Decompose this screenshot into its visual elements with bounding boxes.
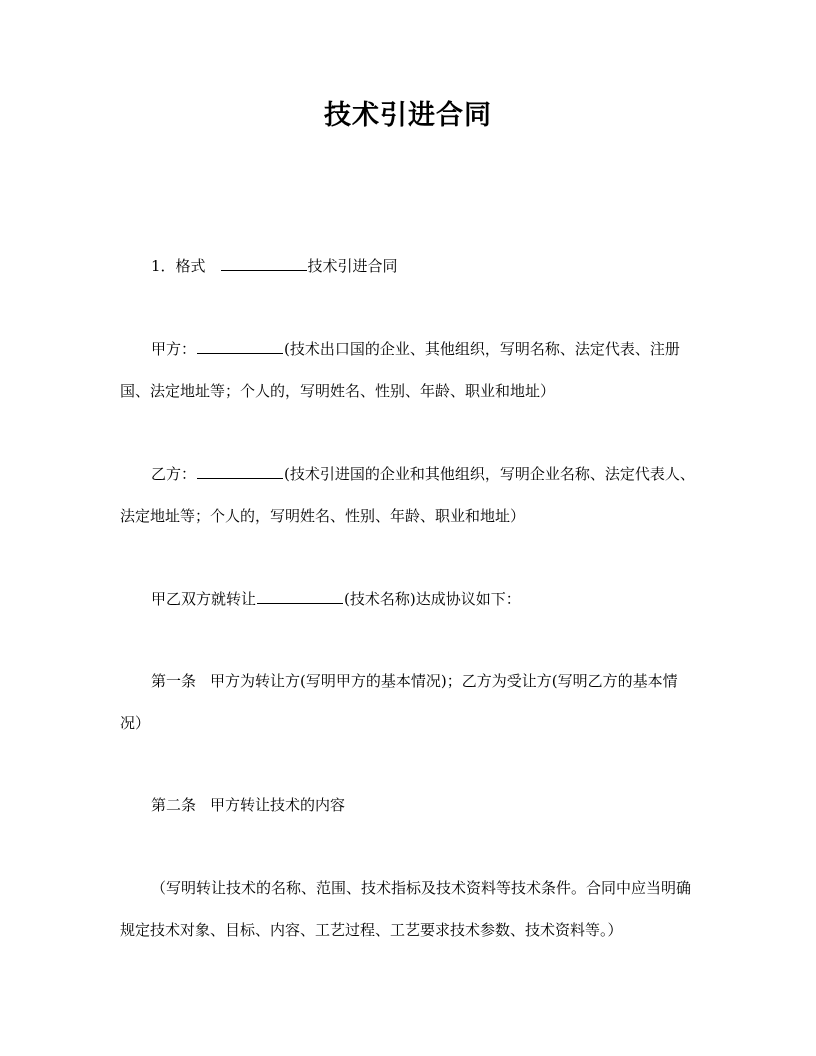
- party-a-paragraph: [120, 328, 700, 412]
- party-a-label: 甲方：: [151, 340, 197, 358]
- article-2-text: 甲方转让技术的内容: [210, 796, 346, 814]
- blank-line: [257, 588, 343, 604]
- agreement-paragraph: [120, 578, 700, 620]
- format-number: 1．格式: [151, 257, 206, 275]
- agreement-lead: 甲乙双方就转让: [151, 590, 257, 608]
- page-title: 技术引进合同: [324, 100, 492, 131]
- party-a-note: (技术出口国的企业、其他组织，写明名称、法定代表、注册国、法定地址等；个人的，写明姓名、性别、年龄、职业和地址）: [120, 340, 680, 400]
- party-b-paragraph: [120, 453, 700, 537]
- article-1-paragraph: [120, 660, 700, 744]
- agreement-tail: (技术名称)达成协议如下：: [344, 590, 521, 608]
- article-2-note-paragraph: （写明转让技术的名称、范围、技术指标及技术资料等技术条件。合同中应当明确规定技术对象、目标、内容、工艺过程、工艺要求技术参数、技术资料等。）: [120, 879, 692, 939]
- blank-line: [197, 463, 283, 479]
- format-line: [120, 245, 700, 287]
- party-b-note: (技术引进国的企业和其他组织，写明企业名称、法定代表人、法定地址等；个人的，写明姓名、性别、年龄、职业和地址）: [120, 465, 695, 525]
- article-1-text: 甲方为转让方(写明甲方的基本情况)；乙方为受让方(写明乙方的基本情况）: [120, 672, 678, 732]
- article-1-heading: 第一条: [151, 672, 197, 690]
- article-2-paragraph: [120, 784, 700, 826]
- format-tail: 技术引进合同: [307, 257, 398, 275]
- blank-line: [221, 255, 307, 271]
- party-b-label: 乙方：: [151, 465, 197, 483]
- article-2-heading: 第二条: [151, 796, 197, 814]
- blank-line: [197, 338, 283, 354]
